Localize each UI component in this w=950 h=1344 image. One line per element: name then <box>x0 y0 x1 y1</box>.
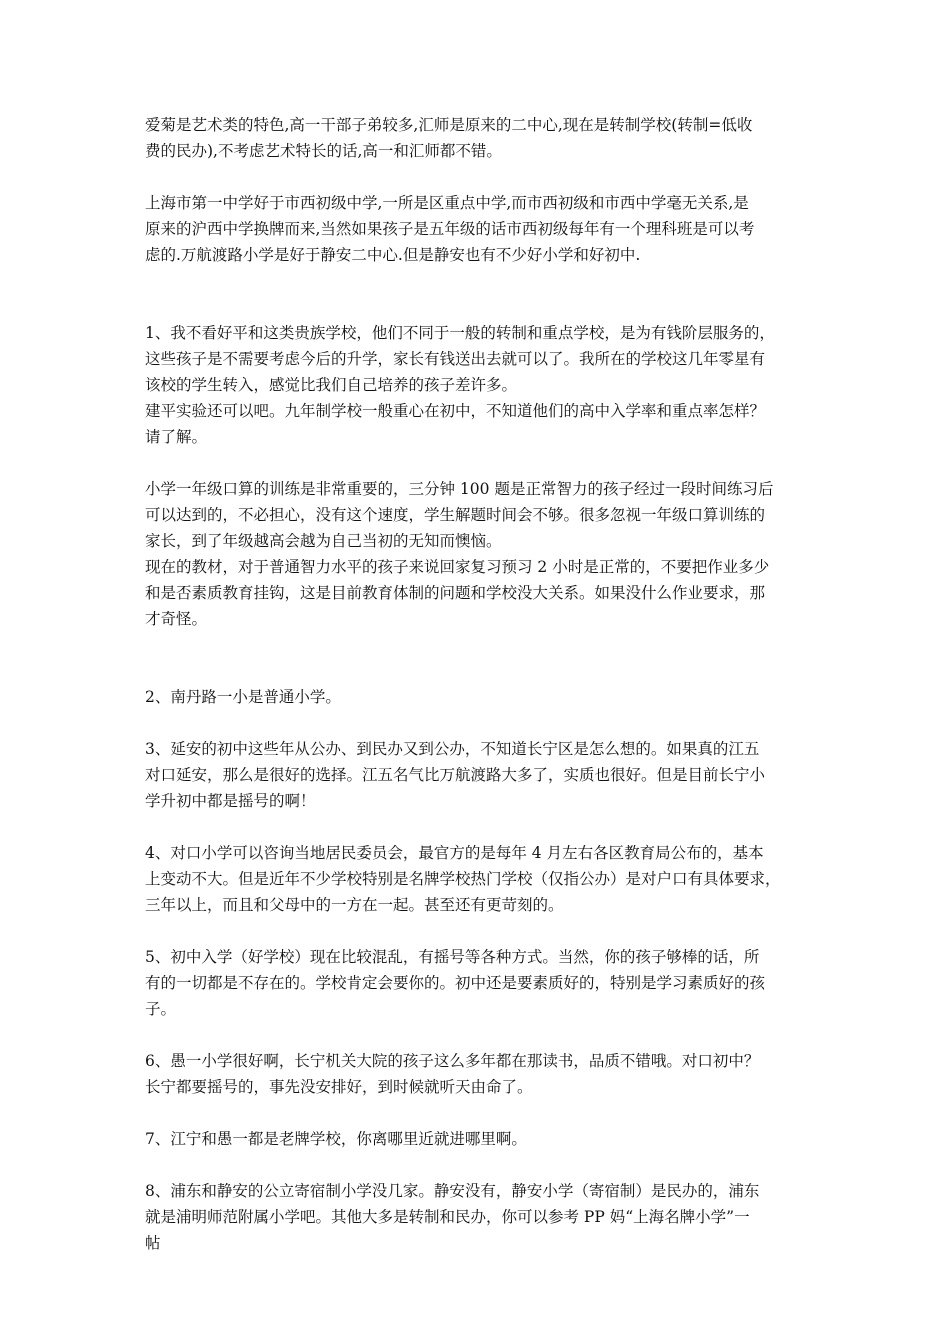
paragraph-shanghai-first-middle <box>145 190 815 268</box>
paragraph-gap <box>145 450 815 476</box>
paragraph-item-1 <box>145 320 815 450</box>
paragraph-item-5 <box>145 944 815 1022</box>
paragraph-gap <box>145 1100 815 1126</box>
text-line: 对口延安，那么是很好的选择。江五名气比万航渡路大多了，实质也很好。但是目前长宁小 <box>145 766 766 784</box>
text-line: 4、对口小学可以咨询当地居民委员会，最官方的是每年 4 月左右各区教育局公布的，基本 <box>145 844 764 862</box>
paragraph-gap <box>145 710 815 736</box>
text-line: 三年以上，而且和父母中的一方在一起。甚至还有更苛刻的。 <box>145 896 564 914</box>
text-line: 可以达到的，不必担心，没有这个速度，学生解题时间会不够。很多忽视一年级口算训练的 <box>145 506 766 524</box>
paragraph-item-2 <box>145 684 815 710</box>
text-line: 3、延安的初中这些年从公办、到民办又到公办，不知道长宁区是怎么想的。如果真的江五 <box>145 740 760 758</box>
paragraph-gap <box>145 918 815 944</box>
text-line: 原来的沪西中学换牌而来,当然如果孩子是五年级的话市西初级每年有一个理科班是可以考 <box>145 220 755 238</box>
text-line: 费的民办),不考虑艺术特长的话,高一和汇师都不错。 <box>145 142 502 160</box>
paragraph-aiju <box>145 112 815 164</box>
text-line: 虑的.万航渡路小学是好于静安二中心.但是静安也有不少好小学和好初中. <box>145 246 641 264</box>
text-line: 上海市第一中学好于市西初级中学,一所是区重点中学,而市西初级和市西中学毫无关系,是 <box>145 194 749 212</box>
text-line: 7、江宁和愚一都是老牌学校，你离哪里近就进哪里啊。 <box>145 1130 527 1148</box>
text-line: 该校的学生转入，感觉比我们自己培养的孩子差许多。 <box>145 376 518 394</box>
text-line: 请了解。 <box>145 428 208 446</box>
text-line: 6、愚一小学很好啊，长宁机关大院的孩子这么多年都在那读书，品质不错哦。对口初中？ <box>145 1052 760 1070</box>
document-body <box>145 112 815 1256</box>
text-line: 长宁都要摇号的，事先没安排好，到时候就听天由命了。 <box>145 1078 533 1096</box>
text-line: 上变动不大。但是近年不少学校特别是名牌学校热门学校（仅指公办）是对户口有具体要求， <box>145 870 781 888</box>
text-line: 和是否素质教育挂钩，这是目前教育体制的问题和学校没大关系。如果没什么作业要求，那 <box>145 584 766 602</box>
text-line: 家长，到了年级越高会越为自己当初的无知而懊恼。 <box>145 532 502 550</box>
paragraph-oral-arithmetic <box>145 476 815 632</box>
text-line: 8、浦东和静安的公立寄宿制小学没几家。静安没有，静安小学（寄宿制）是民办的，浦东 <box>145 1182 760 1200</box>
paragraph-item-6 <box>145 1048 815 1100</box>
text-line: 有的一切都是不存在的。学校肯定会要你的。初中还是要素质好的，特别是学习素质好的孩 <box>145 974 766 992</box>
paragraph-item-7 <box>145 1126 815 1152</box>
text-line: 子。 <box>145 1000 177 1018</box>
text-line: 学升初中都是摇号的啊！ <box>145 792 316 810</box>
text-line: 小学一年级口算的训练是非常重要的，三分钟 100 题是正常智力的孩子经过一段时间练习后 <box>145 480 774 498</box>
paragraph-gap <box>145 814 815 840</box>
paragraph-gap <box>145 1022 815 1048</box>
text-line: 爱菊是艺术类的特色,高一干部子弟较多,汇师是原来的二中心,现在是转制学校(转制=低收 <box>145 116 753 134</box>
text-line: 这些孩子是不需要考虑今后的升学，家长有钱送出去就可以了。我所在的学校这几年零星有 <box>145 350 766 368</box>
paragraph-item-8 <box>145 1178 815 1256</box>
paragraph-gap <box>145 164 815 190</box>
text-line: 现在的教材，对于普通智力水平的孩子来说回家复习预习 2 小时是正常的，不要把作业多少 <box>145 558 770 576</box>
paragraph-item-4 <box>145 840 815 918</box>
text-line: 帖 <box>145 1234 161 1252</box>
paragraph-item-3 <box>145 736 815 814</box>
paragraph-gap <box>145 1152 815 1178</box>
paragraph-gap <box>145 632 815 684</box>
text-line: 就是浦明师范附属小学吧。其他大多是转制和民办，你可以参考 PP 妈“上海名牌小学”一 <box>145 1208 750 1226</box>
paragraph-gap <box>145 268 815 320</box>
text-line: 才奇怪。 <box>145 610 208 628</box>
text-line: 建平实验还可以吧。九年制学校一般重心在初中，不知道他们的高中入学率和重点率怎样？ <box>145 402 766 420</box>
text-line: 1、我不看好平和这类贵族学校，他们不同于一般的转制和重点学校，是为有钱阶层服务的， <box>145 324 775 342</box>
text-line: 2、南丹路一小是普通小学。 <box>145 688 341 706</box>
text-line: 5、初中入学（好学校）现在比较混乱，有摇号等各种方式。当然，你的孩子够棒的话，所 <box>145 948 760 966</box>
